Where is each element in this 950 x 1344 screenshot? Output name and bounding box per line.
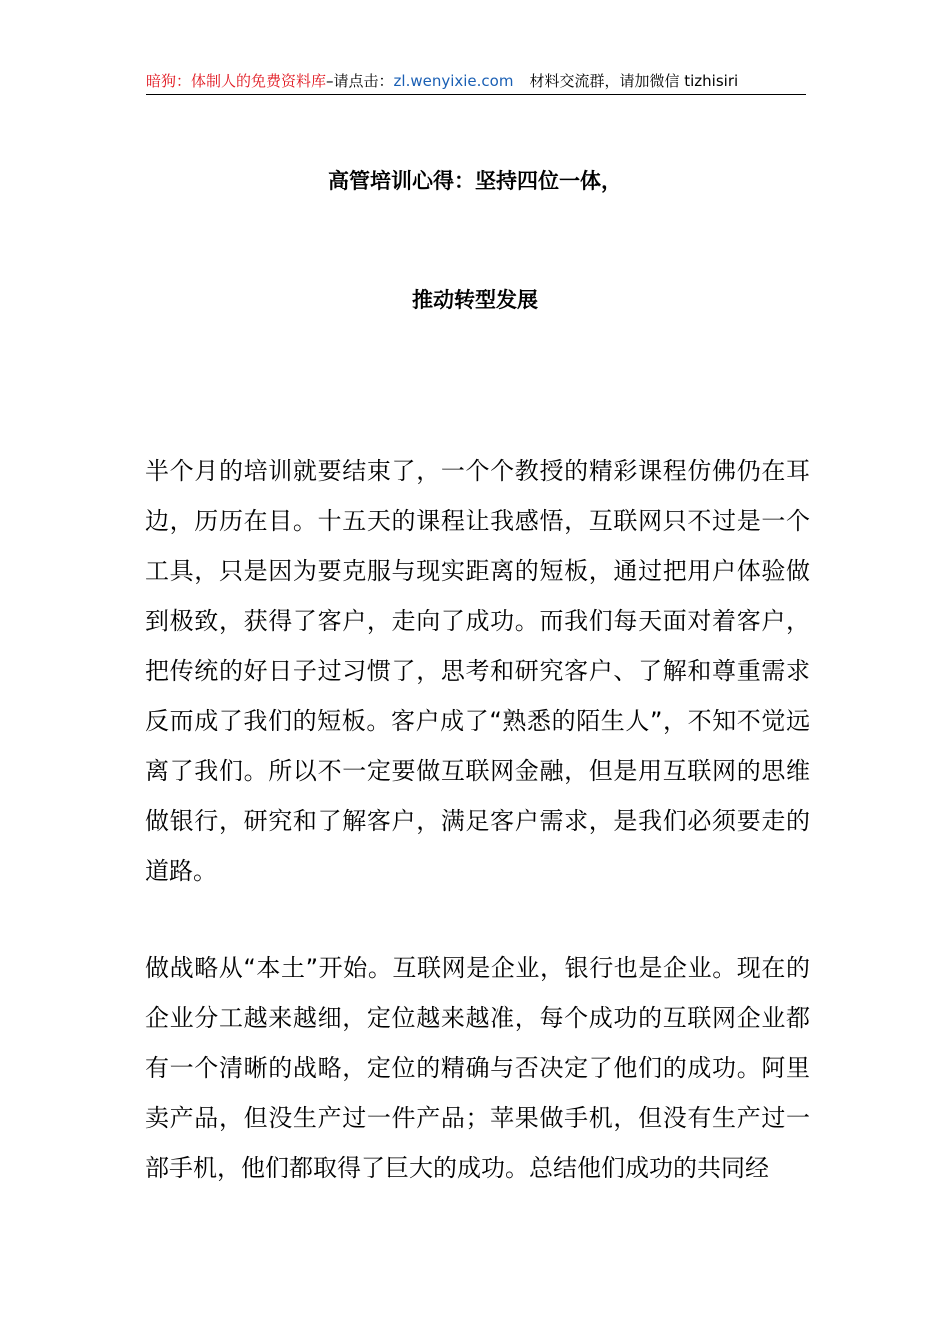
body-paragraph-1: 半个月的培训就要结束了，一个个教授的精彩课程仿佛仍在耳边，历历在目。十五天的课程让我感悟，互联网只不过是一个工具，只是因为要克服与现实距离的短板，通过把用户体验做到极致，获得了客户，走向了成功。而我们每天面对着客户，把传统的好日子过习惯了，思考和研究客户、了解和尊重需求反而成了我们的短板。客户成了“熟悉的陌生人”，不知不觉远离了我们。所以不一定要做互联网金融，但是用互联网的思维做银行，研究和了解客户，满足客户需求，是我们必须要走的道路。 — [145, 457, 810, 885]
header-url-link[interactable]: zl.wenyixie.com — [393, 72, 514, 90]
page-header — [146, 70, 806, 95]
header-brand-link[interactable]: 暗狗：体制人的免费资料库 — [146, 72, 327, 90]
body-paragraph-2: 做战略从“本土”开始。互联网是企业，银行也是企业。现在的企业分工越来越细，定位越来越准，每个成功的互联网企业都有一个清晰的战略，定位的精确与否决定了他们的成功。阿里卖产品，但没生产过一件产品；苹果做手机，但没有生产过一部手机，他们都取得了巨大的成功。总结他们成功的共同经 — [145, 954, 810, 1182]
document-title-line1: 高管培训心得：坚持四位一体， — [328, 169, 622, 193]
header-prompt: –请点击： — [326, 72, 394, 90]
header-group-note: 材料交流群，请加微信 tizhisiri — [529, 72, 739, 90]
document-title-line2: 推动转型发展 — [412, 288, 538, 312]
